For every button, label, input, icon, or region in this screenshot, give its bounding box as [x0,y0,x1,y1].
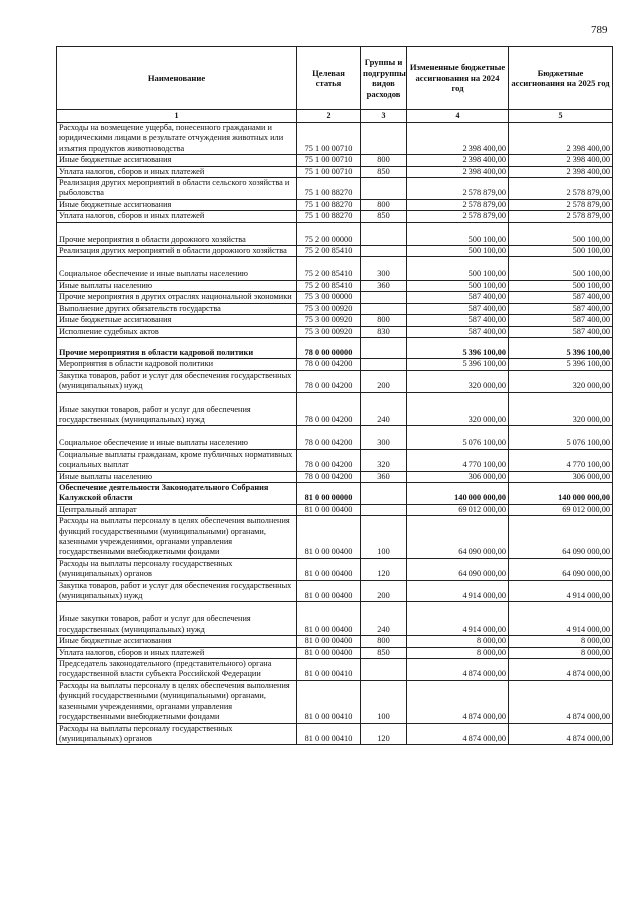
row-amount-2025: 2 578 879,00 [509,178,613,200]
row-target-code: 75 1 00 88270 [297,178,361,200]
row-name: Исполнение судебных актов [57,326,297,337]
row-amount-2024: 4 914 000,00 [407,602,509,636]
row-expense-group [361,303,407,314]
row-expense-group: 360 [361,471,407,482]
row-amount-2025: 4 770 100,00 [509,449,613,471]
table-row [57,516,613,559]
table-row [57,482,613,504]
table-row [57,337,613,358]
row-amount-2024: 4 874 000,00 [407,680,509,723]
table-row [57,326,613,337]
row-name: Закупка товаров, работ и услуг для обеспечения государственных (муниципальных) нужд [57,370,297,392]
row-target-code: 75 3 00 00000 [297,292,361,303]
table-row [57,246,613,257]
row-amount-2025: 500 100,00 [509,246,613,257]
row-amount-2025: 2 398 400,00 [509,166,613,177]
row-target-code: 81 0 00 00400 [297,580,361,602]
row-amount-2025: 2 398 400,00 [509,123,613,155]
row-amount-2025: 320 000,00 [509,370,613,392]
table-row [57,178,613,200]
row-amount-2024: 64 090 000,00 [407,516,509,559]
table-row [57,580,613,602]
row-expense-group: 800 [361,636,407,647]
col-number: 2 [297,110,361,123]
row-name: Мероприятия в области кадровой политики [57,359,297,370]
row-amount-2024: 2 398 400,00 [407,123,509,155]
row-target-code: 75 3 00 00920 [297,315,361,326]
row-amount-2025: 587 400,00 [509,303,613,314]
row-amount-2025: 4 874 000,00 [509,723,613,745]
row-name: Уплата налогов, сборов и иных платежей [57,647,297,658]
row-name: Иные бюджетные ассигнования [57,155,297,166]
table-row [57,280,613,291]
row-name: Иные бюджетные ассигнования [57,315,297,326]
row-expense-group: 100 [361,516,407,559]
row-amount-2024: 587 400,00 [407,315,509,326]
table-row [57,659,613,681]
col-number: 5 [509,110,613,123]
row-expense-group: 360 [361,280,407,291]
row-expense-group [361,178,407,200]
row-name: Прочие мероприятия в области кадровой политики [57,337,297,358]
row-target-code: 81 0 00 00000 [297,482,361,504]
row-expense-group: 200 [361,580,407,602]
row-amount-2024: 2 398 400,00 [407,155,509,166]
row-amount-2024: 500 100,00 [407,257,509,280]
row-amount-2025: 69 012 000,00 [509,504,613,515]
row-amount-2025: 64 090 000,00 [509,558,613,580]
row-name: Уплата налогов, сборов и иных платежей [57,166,297,177]
row-amount-2024: 64 090 000,00 [407,558,509,580]
row-name: Прочие мероприятия в области дорожного хозяйства [57,222,297,245]
row-target-code: 78 0 00 04200 [297,426,361,449]
row-expense-group: 800 [361,199,407,210]
table-row [57,471,613,482]
row-name: Социальное обеспечение и иные выплаты населению [57,257,297,280]
row-target-code: 75 1 00 88270 [297,211,361,222]
row-target-code: 75 1 00 00710 [297,155,361,166]
row-target-code: 81 0 00 00400 [297,647,361,658]
row-amount-2025: 5 076 100,00 [509,426,613,449]
row-target-code: 81 0 00 00410 [297,659,361,681]
row-name: Иные бюджетные ассигнования [57,199,297,210]
col-header-name: Наименование [57,47,297,110]
col-header-group: Группы и подгруппы видов расходов [361,47,407,110]
row-amount-2024: 8 000,00 [407,636,509,647]
row-amount-2025: 64 090 000,00 [509,516,613,559]
row-amount-2025: 587 400,00 [509,326,613,337]
row-expense-group [361,482,407,504]
row-amount-2025: 587 400,00 [509,315,613,326]
col-number: 3 [361,110,407,123]
row-name: Председатель законодательного (представительного) органа государственной власти субъекта Российской Федерации [57,659,297,681]
row-target-code: 75 1 00 00710 [297,123,361,155]
table-row [57,257,613,280]
row-name: Расходы на выплаты персоналу в целях обеспечения выполнения функций государственными (муниципальными) органами, казенными учреждениями, органами управления государственными внебюджетными фондами [57,516,297,559]
row-amount-2024: 69 012 000,00 [407,504,509,515]
col-number: 1 [57,110,297,123]
row-target-code: 81 0 00 00400 [297,504,361,515]
table-row [57,166,613,177]
col-header-code: Целевая статья [297,47,361,110]
col-number: 4 [407,110,509,123]
row-amount-2025: 140 000 000,00 [509,482,613,504]
table-row [57,647,613,658]
row-name: Иные закупки товаров, работ и услуг для обеспечения государственных (муниципальных) нужд [57,392,297,426]
row-expense-group [361,337,407,358]
row-name: Расходы на выплаты персоналу государственных (муниципальных) органов [57,558,297,580]
row-amount-2025: 4 914 000,00 [509,580,613,602]
row-amount-2024: 306 000,00 [407,471,509,482]
table-row [57,211,613,222]
row-target-code: 75 1 00 00710 [297,166,361,177]
row-amount-2024: 587 400,00 [407,292,509,303]
row-target-code: 78 0 00 04200 [297,449,361,471]
table-row [57,449,613,471]
row-amount-2025: 500 100,00 [509,257,613,280]
row-expense-group: 800 [361,155,407,166]
row-expense-group [361,246,407,257]
row-target-code: 81 0 00 00400 [297,602,361,636]
row-target-code: 75 2 00 85410 [297,280,361,291]
row-target-code: 78 0 00 04200 [297,370,361,392]
row-amount-2024: 587 400,00 [407,326,509,337]
row-name: Реализация других мероприятий в области дорожного хозяйства [57,246,297,257]
row-amount-2025: 8 000,00 [509,647,613,658]
row-target-code: 81 0 00 00400 [297,558,361,580]
table-row [57,370,613,392]
row-amount-2025: 587 400,00 [509,292,613,303]
row-amount-2024: 2 578 879,00 [407,199,509,210]
col-header-amount-2025: Бюджетные ассигнования на 2025 год [509,47,613,110]
table-row [57,199,613,210]
row-amount-2024: 320 000,00 [407,392,509,426]
table-row [57,636,613,647]
row-amount-2025: 5 396 100,00 [509,359,613,370]
row-expense-group: 800 [361,315,407,326]
row-amount-2024: 5 396 100,00 [407,359,509,370]
row-amount-2025: 8 000,00 [509,636,613,647]
table-row [57,723,613,745]
column-number-row [57,110,613,123]
row-expense-group [361,504,407,515]
table-row [57,315,613,326]
row-expense-group: 300 [361,426,407,449]
row-target-code: 75 2 00 00000 [297,222,361,245]
row-amount-2024: 500 100,00 [407,280,509,291]
row-name: Расходы на выплаты персоналу в целях обеспечения выполнения функций государственными (муниципальными) органами, казенными учреждениями, органами управления государственными внебюджетными фондами [57,680,297,723]
table-body [57,123,613,745]
row-name: Расходы на возмещение ущерба, понесенного гражданами и юридическими лицами в результате отчуждения животных или изъятия продуктов животноводства [57,123,297,155]
row-expense-group [361,123,407,155]
row-target-code: 75 1 00 88270 [297,199,361,210]
row-amount-2025: 5 396 100,00 [509,337,613,358]
row-expense-group: 850 [361,647,407,658]
row-amount-2025: 320 000,00 [509,392,613,426]
row-target-code: 75 2 00 85410 [297,257,361,280]
row-amount-2024: 500 100,00 [407,246,509,257]
row-name: Уплата налогов, сборов и иных платежей [57,211,297,222]
row-name: Обеспечение деятельности Законодательного Собрания Калужской области [57,482,297,504]
table-row [57,504,613,515]
row-amount-2024: 587 400,00 [407,303,509,314]
row-amount-2025: 4 874 000,00 [509,659,613,681]
table-row [57,602,613,636]
row-expense-group: 320 [361,449,407,471]
row-name: Расходы на выплаты персоналу государственных (муниципальных) органов [57,723,297,745]
row-target-code: 78 0 00 04200 [297,359,361,370]
table-row [57,392,613,426]
table-row [57,680,613,723]
row-name: Иные выплаты населению [57,280,297,291]
row-expense-group: 120 [361,723,407,745]
row-expense-group: 120 [361,558,407,580]
row-expense-group [361,659,407,681]
row-expense-group [361,359,407,370]
row-target-code: 75 3 00 00920 [297,303,361,314]
row-amount-2024: 4 874 000,00 [407,659,509,681]
row-name: Реализация других мероприятий в области сельского хозяйства и рыболовства [57,178,297,200]
row-name: Иные закупки товаров, работ и услуг для обеспечения государственных (муниципальных) нужд [57,602,297,636]
row-target-code: 78 0 00 04200 [297,392,361,426]
row-expense-group: 200 [361,370,407,392]
table-row [57,359,613,370]
table-row [57,155,613,166]
row-name: Центральный аппарат [57,504,297,515]
row-amount-2025: 2 398 400,00 [509,155,613,166]
row-amount-2025: 4 914 000,00 [509,602,613,636]
row-amount-2024: 5 396 100,00 [407,337,509,358]
row-amount-2024: 320 000,00 [407,370,509,392]
row-target-code: 81 0 00 00410 [297,680,361,723]
row-amount-2025: 4 874 000,00 [509,680,613,723]
row-amount-2024: 140 000 000,00 [407,482,509,504]
row-expense-group: 850 [361,211,407,222]
row-expense-group: 300 [361,257,407,280]
table-row [57,303,613,314]
row-target-code: 75 3 00 00920 [297,326,361,337]
row-amount-2024: 2 398 400,00 [407,166,509,177]
row-name: Социальные выплаты гражданам, кроме публичных нормативных социальных выплат [57,449,297,471]
row-expense-group [361,292,407,303]
row-amount-2024: 2 578 879,00 [407,178,509,200]
row-target-code: 78 0 00 00000 [297,337,361,358]
col-header-amount-2024: Измененные бюджетные ассигнования на 2024 год [407,47,509,110]
row-amount-2024: 8 000,00 [407,647,509,658]
row-target-code: 75 2 00 85410 [297,246,361,257]
row-expense-group: 240 [361,392,407,426]
table-row [57,426,613,449]
row-target-code: 78 0 00 04200 [297,471,361,482]
table-row [57,222,613,245]
table-row [57,558,613,580]
row-amount-2025: 2 578 879,00 [509,199,613,210]
page-number: 789 [591,24,608,36]
row-amount-2024: 500 100,00 [407,222,509,245]
table-row [57,292,613,303]
row-amount-2024: 4 770 100,00 [407,449,509,471]
row-target-code: 81 0 00 00410 [297,723,361,745]
table-row [57,123,613,155]
row-target-code: 81 0 00 00400 [297,636,361,647]
row-expense-group: 850 [361,166,407,177]
header-row [57,47,613,110]
row-amount-2025: 500 100,00 [509,280,613,291]
row-name: Социальное обеспечение и иные выплаты населению [57,426,297,449]
budget-table [56,46,613,745]
row-amount-2025: 306 000,00 [509,471,613,482]
row-expense-group: 240 [361,602,407,636]
row-amount-2025: 500 100,00 [509,222,613,245]
row-amount-2025: 2 578 879,00 [509,211,613,222]
row-expense-group [361,222,407,245]
row-name: Иные бюджетные ассигнования [57,636,297,647]
row-amount-2024: 4 874 000,00 [407,723,509,745]
row-amount-2024: 2 578 879,00 [407,211,509,222]
row-expense-group: 830 [361,326,407,337]
row-name: Закупка товаров, работ и услуг для обеспечения государственных (муниципальных) нужд [57,580,297,602]
row-name: Иные выплаты населению [57,471,297,482]
row-name: Выполнение других обязательств государства [57,303,297,314]
row-amount-2024: 4 914 000,00 [407,580,509,602]
row-name: Прочие мероприятия в других отраслях национальной экономики [57,292,297,303]
row-amount-2024: 5 076 100,00 [407,426,509,449]
row-expense-group: 100 [361,680,407,723]
row-target-code: 81 0 00 00400 [297,516,361,559]
